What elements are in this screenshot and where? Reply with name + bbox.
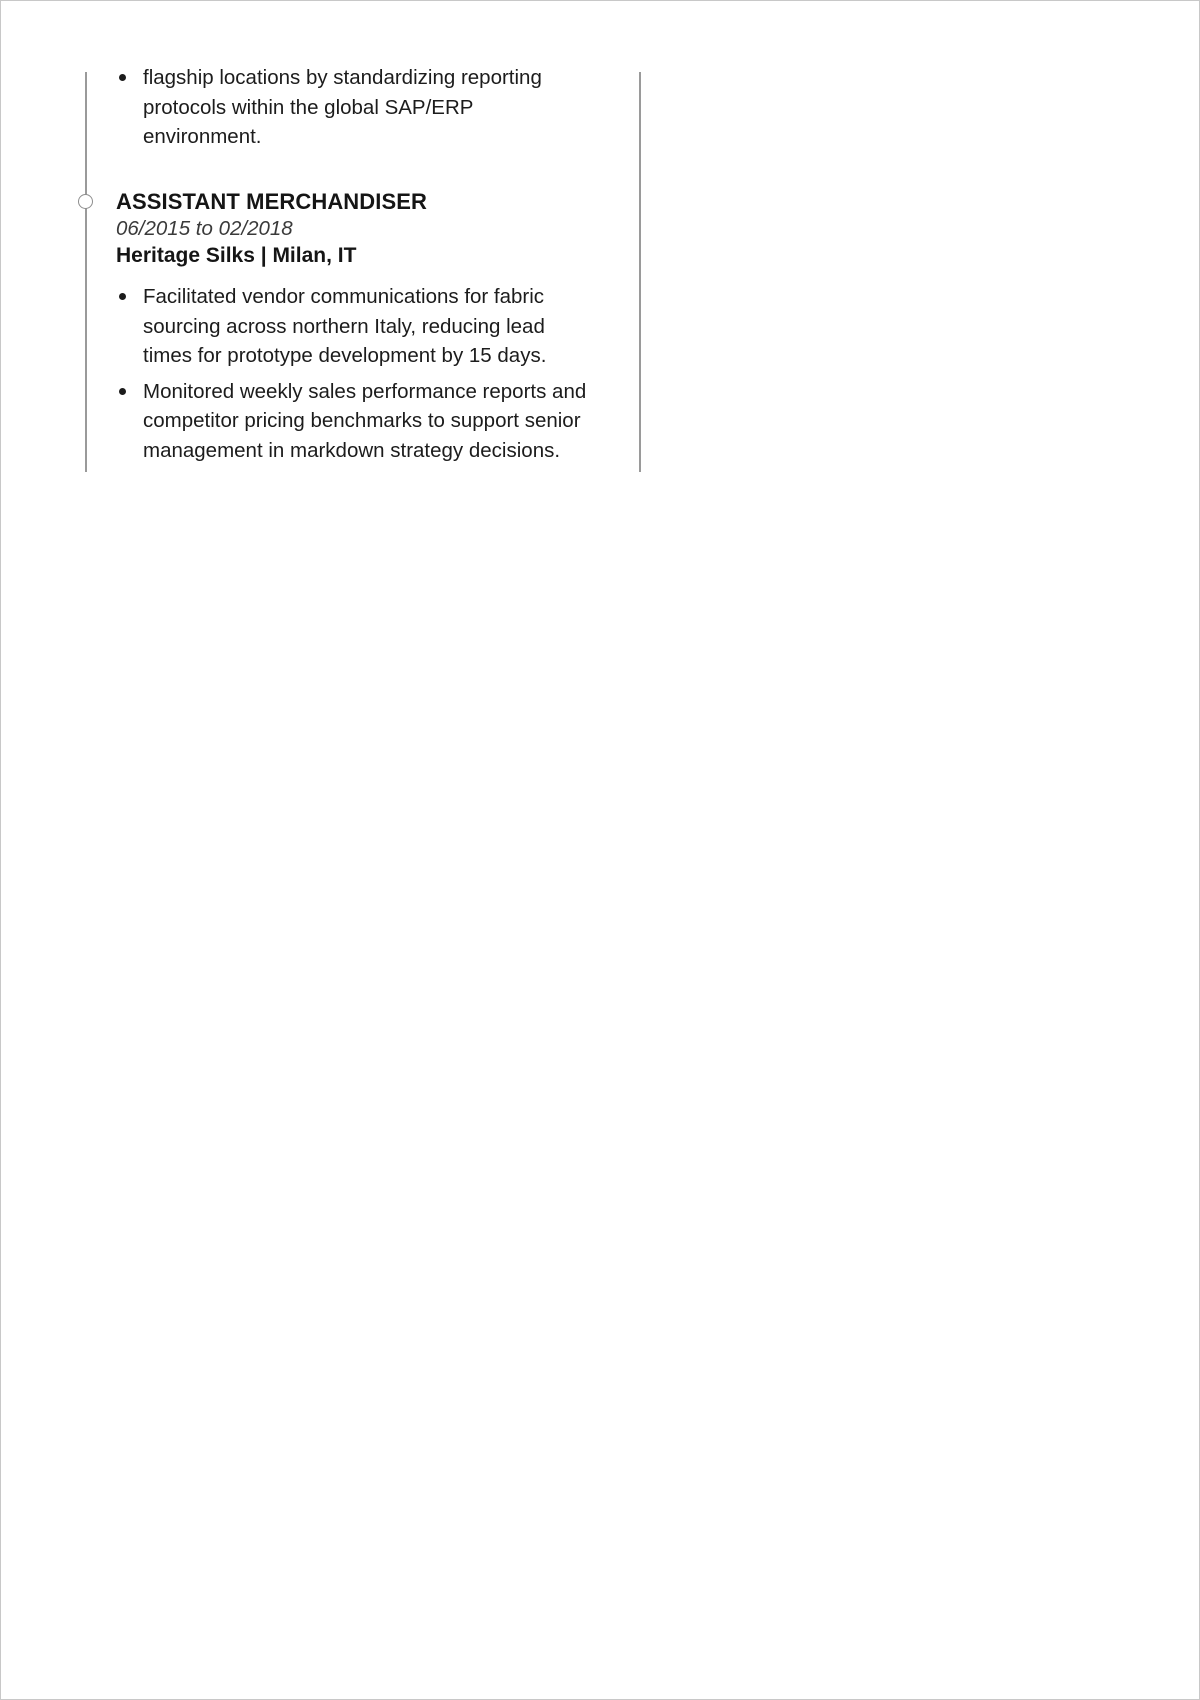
job-title: ASSISTANT MERCHANDISER (116, 189, 428, 214)
list-item (117, 282, 587, 371)
job-entry (116, 188, 616, 269)
bullet-text: Facilitated vendor communications for fabric sourcing across northern Italy, reducing lead times for prototype development by 15 days. (143, 285, 547, 367)
bullet-icon (119, 293, 126, 300)
timeline-marker-icon (78, 194, 93, 209)
list-item (117, 63, 587, 152)
role-bullets (117, 282, 587, 465)
job-dates: 06/2015 to 02/2018 (116, 217, 293, 240)
job-company: Heritage Silks | Milan, IT (116, 244, 357, 267)
column-divider (639, 72, 641, 472)
bullet-text: flagship locations by standardizing reporting protocols within the global SAP/ERP environment. (143, 66, 542, 148)
bullet-icon (119, 74, 126, 81)
bullet-icon (119, 388, 126, 395)
previous-role-bullets (117, 63, 587, 152)
bullet-text: Monitored weekly sales performance reports and competitor pricing benchmarks to support senior management in markdown strategy decisions. (143, 379, 587, 462)
list-item (117, 377, 587, 466)
timeline-line (85, 72, 87, 472)
